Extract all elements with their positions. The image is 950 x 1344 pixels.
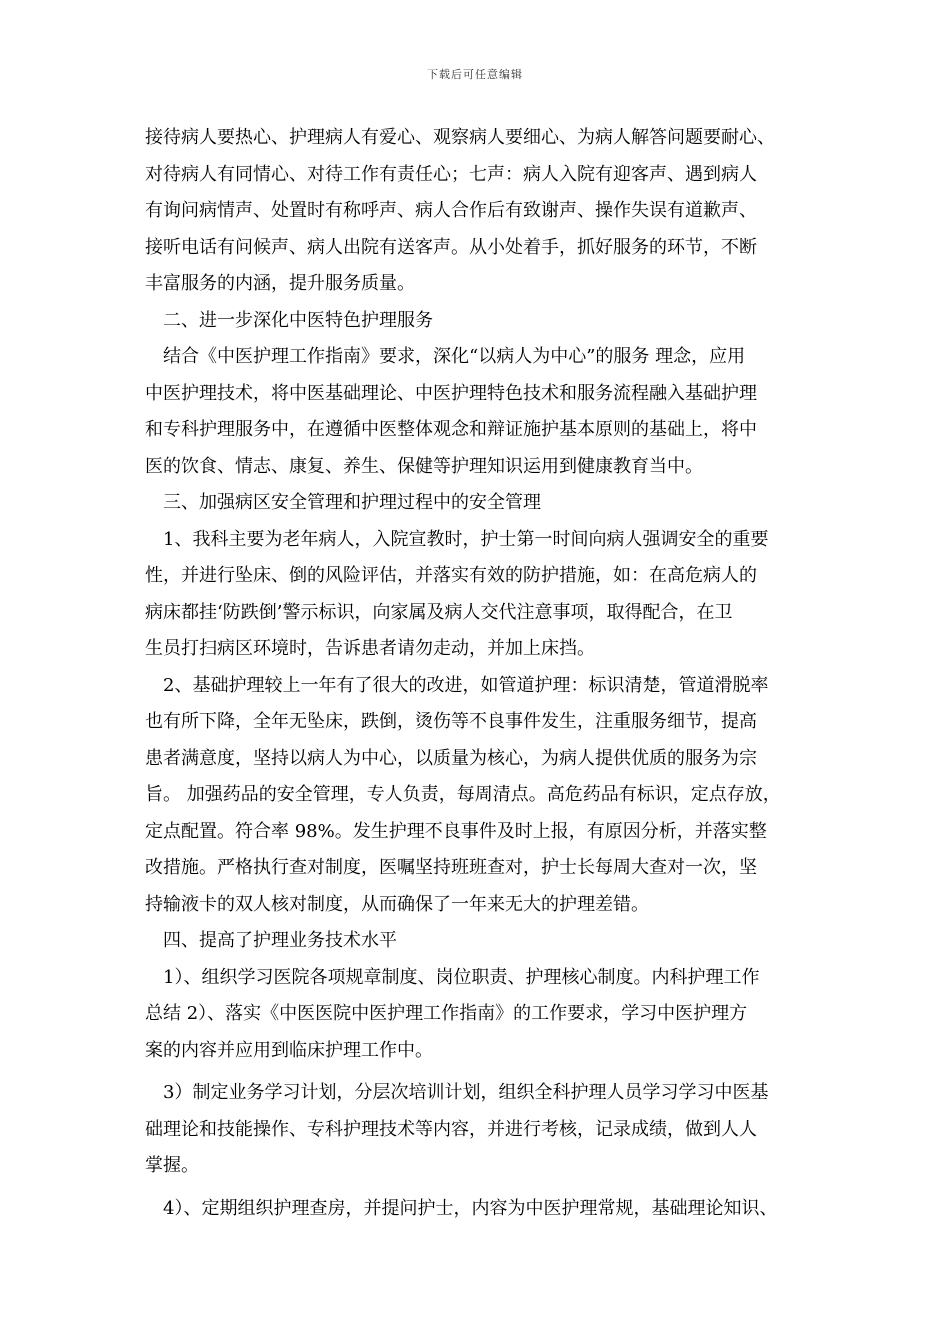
text-line: 持输液卡的双人核对制度，从而确保了一年来无大的护理差错。 (145, 893, 649, 915)
text-line: 生员打扫病区环境时，告诉患者请勿走动，并加上床挡。 (145, 638, 595, 659)
text-line: 总结 2）、落实《中医医院中医护理工作指南》的工作要求，学习中医护理方 (145, 1003, 748, 1024)
text-line: 病床都挂‘防跌倒’警示标识，向家属及病人交代注意事项，取得配合，在卫 (145, 601, 733, 623)
text-line: 结合《中医护理工作指南》要求，深化“以病人为中心”的服务 理念，应用 (163, 346, 746, 367)
text-line: 对待病人有同情心、对待工作有责任心；七声：病人入院有迎客声、遇到病人 (145, 163, 757, 185)
text-line: 1）、组织学习医院各项规章制度、岗位职责、护理核心制度。内科护理工作 (163, 966, 760, 988)
text-line: 丰富服务的内涵，提升服务质量。 (145, 273, 415, 294)
text-line: 案的内容并应用到临床护理工作中。 (145, 1039, 433, 1061)
text-line: 性，并进行坠床、倒的风险评估，并落实有效的防护措施，如：在高危病人的 (145, 565, 757, 586)
page-header: 下载后可任意编辑 (427, 68, 523, 81)
text-line: 掌握。 (145, 1155, 199, 1176)
text-line: 和专科护理服务中，在遵循中医整体观念和辩证施护基本原则的基础上，将中 (145, 419, 757, 440)
text-line: 1、我科主要为老年病人，入院宣教时，护士第一时间向病人强调安全的重要 (163, 528, 769, 550)
text-line: 医的饮食、情志、康复、养生、保健等护理知识运用到健康教育当中。 (145, 455, 703, 477)
text-line: 旨。 加强药品的安全管理，专人负责，每周清点。高危药品有标识，定点存放， (145, 784, 781, 805)
text-line: 改措施。严格执行查对制度，医嘱坚持班班查对，护士长每周大查对一次，坚 (145, 857, 757, 878)
text-line: 有询问病情声、处置时有称呼声、病人合作后有致谢声、操作失误有道歉声、 (145, 200, 757, 221)
text-line: 3）制定业务学习计划，分层次培训计划，组织全科护理人员学习学习中医基 (163, 1082, 769, 1103)
section-heading: 四、提高了护理业务技术水平 (163, 930, 397, 951)
text-line: 接听电话有问候声、病人出院有送客声。从小处着手，抓好服务的环节，不断 (145, 236, 757, 258)
text-line: 定点配置。符合率 98%。发生护理不良事件及时上报，有原因分析，并落实整 (145, 820, 767, 842)
text-line: 中医护理技术，将中医基础理论、中医护理特色技术和服务流程融入基础护理 (145, 382, 757, 404)
section-heading: 三、加强病区安全管理和护理过程中的安全管理 (163, 492, 541, 513)
text-line: 也有所下降，全年无坠床，跌倒，烫伤等不良事件发生，注重服务细节，提高 (145, 711, 757, 732)
text-line: 2、基础护理较上一年有了很大的改进，如管道护理：标识清楚，管道滑脱率 (163, 674, 769, 696)
document-body (145, 120, 805, 1227)
text-line: 患者满意度，坚持以病人为中心，以质量为核心，为病人提供优质的服务为宗 (145, 747, 757, 769)
text-line: 4）、定期组织护理查房，并提问护士，内容为中医护理常规，基础理论知识、 (163, 1197, 778, 1219)
section-heading: 二、进一步深化中医特色护理服务 (163, 309, 433, 331)
text-line: 接待病人要热心、护理病人有爱心、观察病人要细心、为病人解答问题要耐心、 (145, 127, 775, 148)
text-line: 础理论和技能操作、专科护理技术等内容，并进行考核，记录成绩，做到人人 (145, 1118, 757, 1140)
